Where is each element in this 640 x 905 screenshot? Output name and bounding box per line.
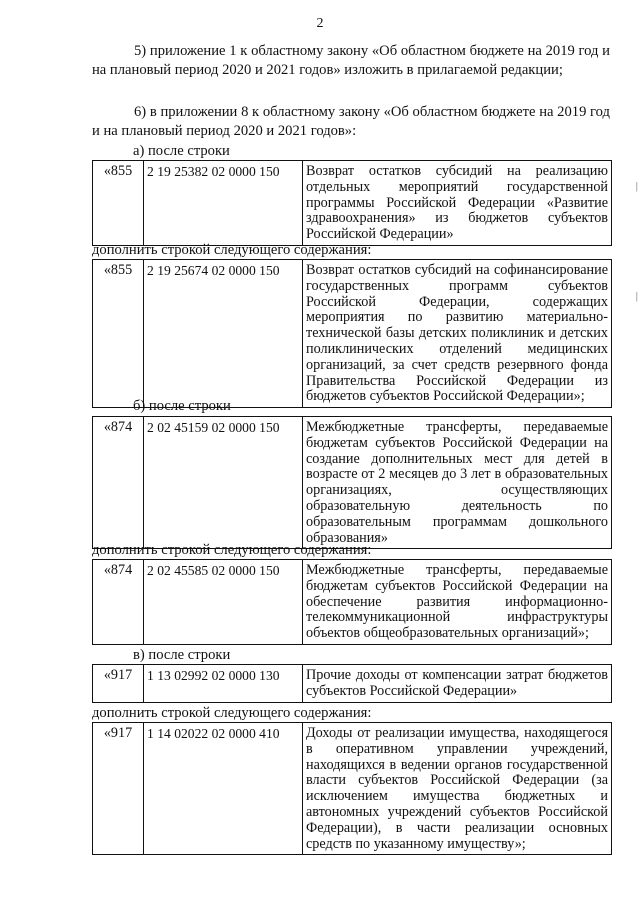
table-b-original-row	[92, 416, 612, 549]
budget-code-cell: 2 02 45159 02 0000 150	[144, 417, 303, 549]
label-v-after-row: в) после строки	[133, 647, 231, 663]
admin-code-cell: «874	[93, 560, 144, 645]
table-b-new-row	[92, 559, 612, 645]
paragraph-5: 5) приложение 1 к областному закону «Об областном бюджете на 2019 год и на плановый период 2020 и 2021 годов» изложить в прилагаемой редакции;	[92, 43, 610, 78]
label-b-after-row: б) после строки	[133, 398, 231, 414]
table-row	[93, 665, 612, 703]
table-v-original-row	[92, 664, 612, 703]
table-a-new-row	[92, 259, 612, 408]
table-v-new-row	[92, 722, 612, 855]
description-cell: Прочие доходы от компенсации затрат бюджетов субъектов Российской Федерации»	[303, 665, 612, 703]
table-row	[93, 260, 612, 408]
admin-code-cell: «855	[93, 161, 144, 246]
scan-margin-mark: |	[635, 180, 638, 192]
label-add-row-2: дополнить строкой следующего содержания:	[92, 542, 372, 558]
description-cell: Межбюджетные трансферты, передаваемые бюджетам субъектов Российской Федерации на создание дополнительных мест для детей в возрасте от 2 месяцев до 3 лет в образовательных организациях, осуществляющих образовательную деятельность по образовательным программам дошкольного образования»	[303, 417, 612, 549]
description-cell: Возврат остатков субсидий на реализацию отдельных мероприятий государственной программы Российской Федерации «Развитие здравоохранения» из бюджетов субъектов Российской Федерации»	[303, 161, 612, 246]
label-add-row-3: дополнить строкой следующего содержания:	[92, 705, 372, 721]
table-row	[93, 560, 612, 645]
budget-code-cell: 2 19 25674 02 0000 150	[144, 260, 303, 408]
admin-code-cell: «917	[93, 723, 144, 855]
admin-code-cell: «855	[93, 260, 144, 408]
description-cell: Возврат остатков субсидий на софинансирование государственных программ субъектов Российской Федерации, содержащих мероприятия по развитию материально-технической базы детских поликлиник и детских поликлинических отделений медицинских организаций, за счет средств резервного фонда Правительства Российской Федерации из бюджетов субъектов Российской Федерации»;	[303, 260, 612, 408]
table-row	[93, 161, 612, 246]
table-row	[93, 723, 612, 855]
admin-code-cell: «917	[93, 665, 144, 703]
page-number: 2	[316, 16, 324, 31]
label-add-row-1: дополнить строкой следующего содержания:	[92, 242, 372, 258]
budget-code-cell: 1 14 02022 02 0000 410	[144, 723, 303, 855]
budget-code-cell: 2 02 45585 02 0000 150	[144, 560, 303, 645]
admin-code-cell: «874	[93, 417, 144, 549]
label-a-after-row: а) после строки	[133, 143, 230, 159]
table-row	[93, 417, 612, 549]
description-cell: Доходы от реализации имущества, находящегося в оперативном управлении учреждений, находящихся в ведении органов государственной власти субъектов Российской Федерации (за исключением имущества бюджетных и автономных учреждений субъектов Российской Федерации), в части реализации основных средств по указанному имуществу»;	[303, 723, 612, 855]
budget-code-cell: 2 19 25382 02 0000 150	[144, 161, 303, 246]
table-a-original-row	[92, 160, 612, 246]
paragraph-6: 6) в приложении 8 к областному закону «Об областном бюджете на 2019 год и на плановый период 2020 и 2021 годов»:	[92, 104, 610, 139]
budget-code-cell: 1 13 02992 02 0000 130	[144, 665, 303, 703]
scan-margin-mark: |	[635, 290, 638, 302]
description-cell: Межбюджетные трансферты, передаваемые бюджетам субъектов Российской Федерации на обеспечение развития информационно-телекоммуникационной инфраструктуры объектов общеобразовательных организаций»;	[303, 560, 612, 645]
